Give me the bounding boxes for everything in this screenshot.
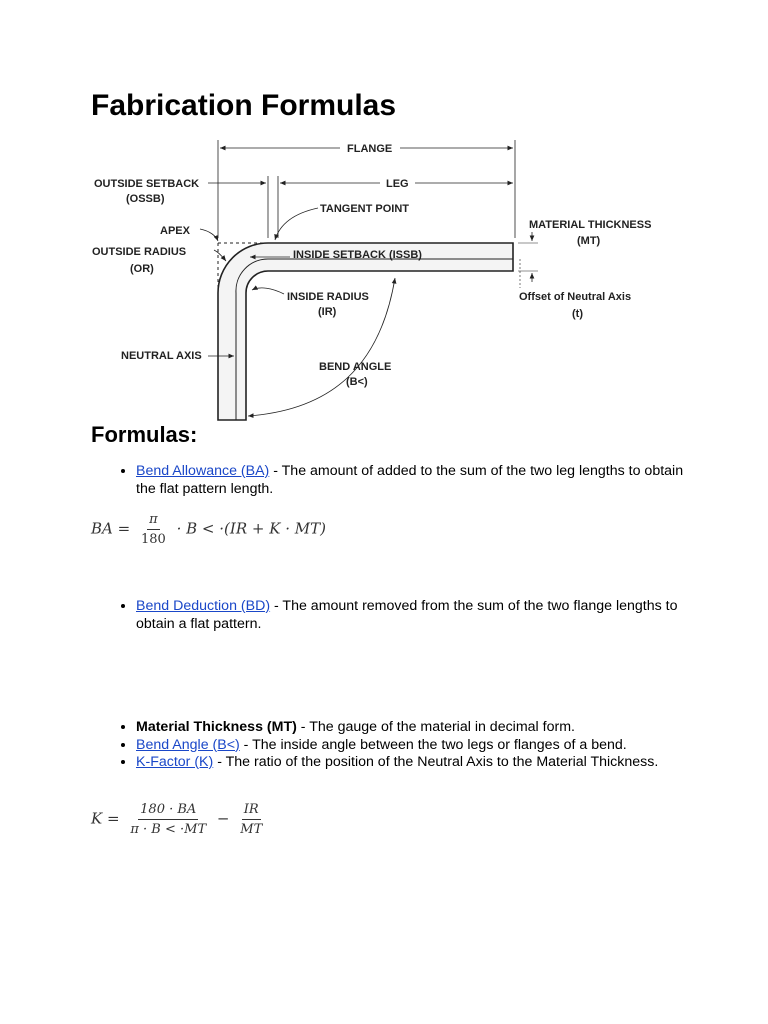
k-eq: = <box>107 809 120 828</box>
neutral-axis-line <box>236 259 513 420</box>
bend-allowance-link[interactable]: Bend Allowance (BA) <box>136 463 270 479</box>
ba-fraction <box>139 512 168 547</box>
bend-deduction-link[interactable]: Bend Deduction (BD) <box>136 598 271 614</box>
formula-ba <box>91 512 326 547</box>
neutral-axis-label: NEUTRAL AXIS <box>121 350 202 362</box>
flange-label: FLANGE <box>347 143 393 155</box>
bend-deduction-desc: - The amount removed from the sum of the two flange lengths to obtain a flat pattern. <box>136 598 678 632</box>
k-num1: 180 · BA <box>138 802 198 820</box>
k-lhs: K <box>91 809 103 828</box>
b-label: (B<) <box>346 376 368 388</box>
formula-list-2 <box>118 598 706 633</box>
formulas-heading: Formulas: <box>91 422 198 447</box>
outside-radius-label: OUTSIDE RADIUS <box>92 246 187 258</box>
leg-label: LEG <box>386 178 409 190</box>
apex-label: APEX <box>160 225 190 237</box>
k-factor-desc: - The ratio of the position of the Neutral Axis to the Material Thickness. <box>213 754 659 770</box>
list-item <box>136 754 706 772</box>
k-fraction-2 <box>238 802 264 837</box>
ba-lhs: BA <box>91 519 113 538</box>
ba-eq: = <box>117 519 131 538</box>
formula-k <box>91 802 268 837</box>
k-minus: − <box>216 809 230 828</box>
ba-rest: · B < ·(IR + K · MT) <box>176 519 326 538</box>
mt-label: (MT) <box>577 235 601 247</box>
bend-angle-link[interactable]: Bend Angle (B<) <box>136 736 240 753</box>
inside-radius-label: INSIDE RADIUS <box>287 291 369 303</box>
offset-neutral-axis-label: Offset of Neutral Axis <box>519 291 632 303</box>
material-thickness-term: Material Thickness (MT) <box>136 719 297 735</box>
bend-angle-label: BEND ANGLE <box>319 361 392 373</box>
ba-num: π <box>147 512 160 530</box>
formula-list-3 <box>118 719 706 772</box>
k-fraction-1 <box>128 802 208 837</box>
k-factor-link[interactable]: K-Factor (K) <box>136 754 214 770</box>
page-title: Fabrication Formulas <box>91 89 397 122</box>
list-item <box>136 463 706 498</box>
or-label: (OR) <box>130 263 154 275</box>
material-thickness-label: MATERIAL THICKNESS <box>529 219 652 231</box>
bend-diagram <box>80 128 680 428</box>
ossb-label: (OSSB) <box>126 193 165 205</box>
ba-den: 180 <box>141 532 166 547</box>
outside-setback-label: OUTSIDE SETBACK <box>94 178 200 190</box>
bend-angle-desc: - The inside angle between the two legs or flanges of a bend. <box>239 736 627 753</box>
inside-setback-label: INSIDE SETBACK (ISSB) <box>293 249 422 261</box>
material-thickness-desc: - The gauge of the material in decimal form. <box>296 719 575 735</box>
ir-label: (IR) <box>318 306 337 318</box>
bend-allowance-desc: - The amount of added to the sum of the two leg lengths to obtain the flat pattern length. <box>136 463 684 497</box>
t-label: (t) <box>572 308 583 320</box>
list-item <box>136 737 706 755</box>
formula-list-1 <box>118 463 706 498</box>
k-den2: MT <box>240 822 263 837</box>
k-den1: π · B < ·MT <box>130 822 207 837</box>
sheet-outer-profile <box>218 243 513 420</box>
k-num2: IR <box>242 802 261 820</box>
list-item <box>136 598 706 633</box>
list-item <box>136 719 706 737</box>
tangent-point-label: TANGENT POINT <box>320 203 410 215</box>
